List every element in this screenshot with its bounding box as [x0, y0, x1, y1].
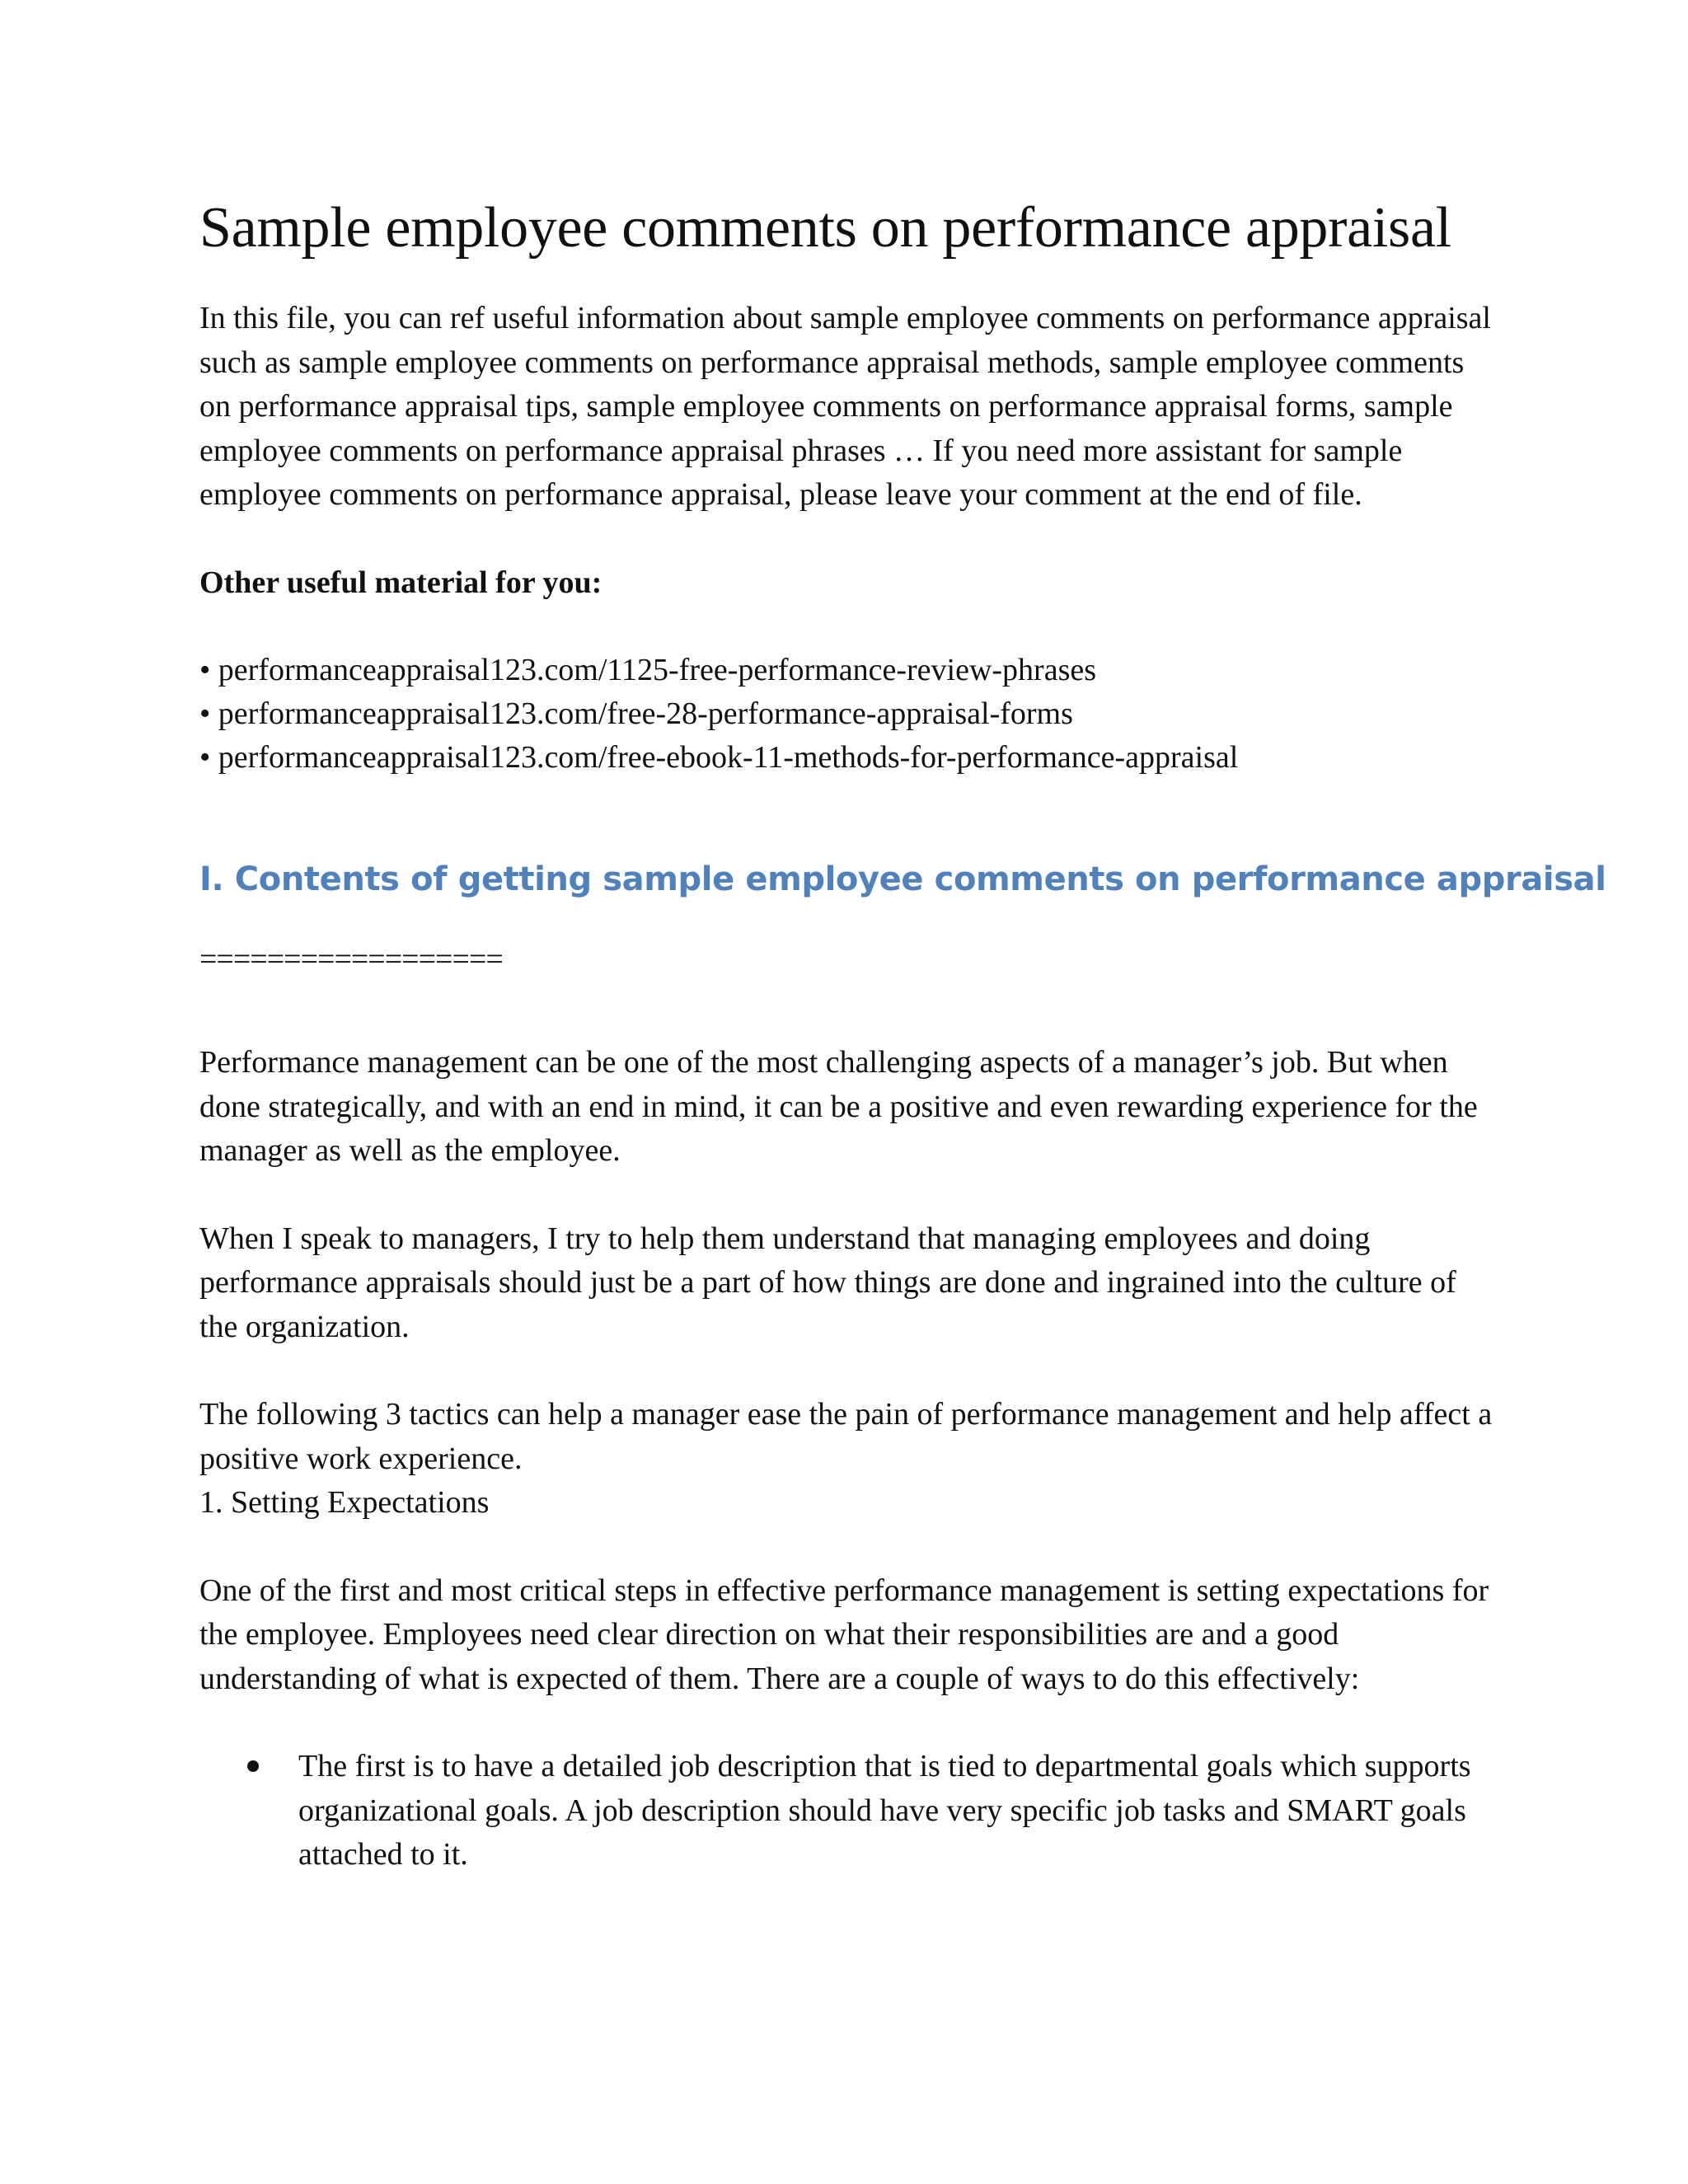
item-heading-setting-expectations: 1. Setting Expectations — [199, 1485, 490, 1520]
other-material-label: Other useful material for you: — [199, 565, 603, 600]
bullet-item-job-description — [199, 1745, 1493, 1877]
link-appraisal-forms[interactable]: • performanceappraisal123.com/free-28-performance-appraisal-forms — [199, 696, 1073, 731]
bullet-list — [199, 1745, 1493, 1877]
link-ebook-methods[interactable]: • performanceappraisal123.com/free-ebook-11-methods-for-performance-appraisal — [199, 740, 1239, 775]
bullet-dot-icon — [247, 1760, 259, 1772]
paragraph-speak-to-managers: When I speak to managers, I try to help them understand that managing employees and doing performance appraisals should just be a part of how things are done and ingrained into the culture of the organization. — [199, 1221, 1456, 1344]
section-heading: I. Contents of getting sample employee comments on performance appraisal — [199, 860, 1606, 898]
paragraph-three-tactics: The following 3 tactics can help a manager ease the pain of performance management and help affect a positive work experience. — [199, 1397, 1493, 1476]
link-review-phrases[interactable]: • performanceappraisal123.com/1125-free-performance-review-phrases — [199, 653, 1097, 687]
document-content — [199, 191, 1606, 1877]
bullet-item-text: The first is to have a detailed job description that is tied to departmental goals which supports organizational goals. A job description should have very specific job tasks and SMART goals attached to it. — [298, 1749, 1471, 1872]
useful-links-list — [199, 649, 1493, 780]
paragraph-expectations: One of the first and most critical steps in effective performance management is setting expectations for the employee. Employees need clear direction on what their responsibilities are and a good understanding of what is expected of them. There are a couple of ways to do this effectively: — [199, 1572, 1489, 1696]
paragraph-performance-management: Performance management can be one of the most challenging aspects of a manager’s job. But when done strategically, and with an end in mind, it can be a positive and even rewarding experience for the manager as well as the employee. — [199, 1045, 1478, 1168]
document-title: Sample employee comments on performance appraisal — [199, 196, 1451, 260]
separator-line: ================== — [199, 942, 503, 977]
intro-paragraph: In this file, you can ref useful information about sample employee comments on performance appraisal such as sample employee comments on performance appraisal methods, sample employee comments on performance appraisal tips, sample employee comments on performance appraisal forms, sample employee comments on performance appraisal phrases … If you need more assistant for sample employee comments on performance appraisal, please leave your comment at the end of file. — [199, 301, 1491, 512]
